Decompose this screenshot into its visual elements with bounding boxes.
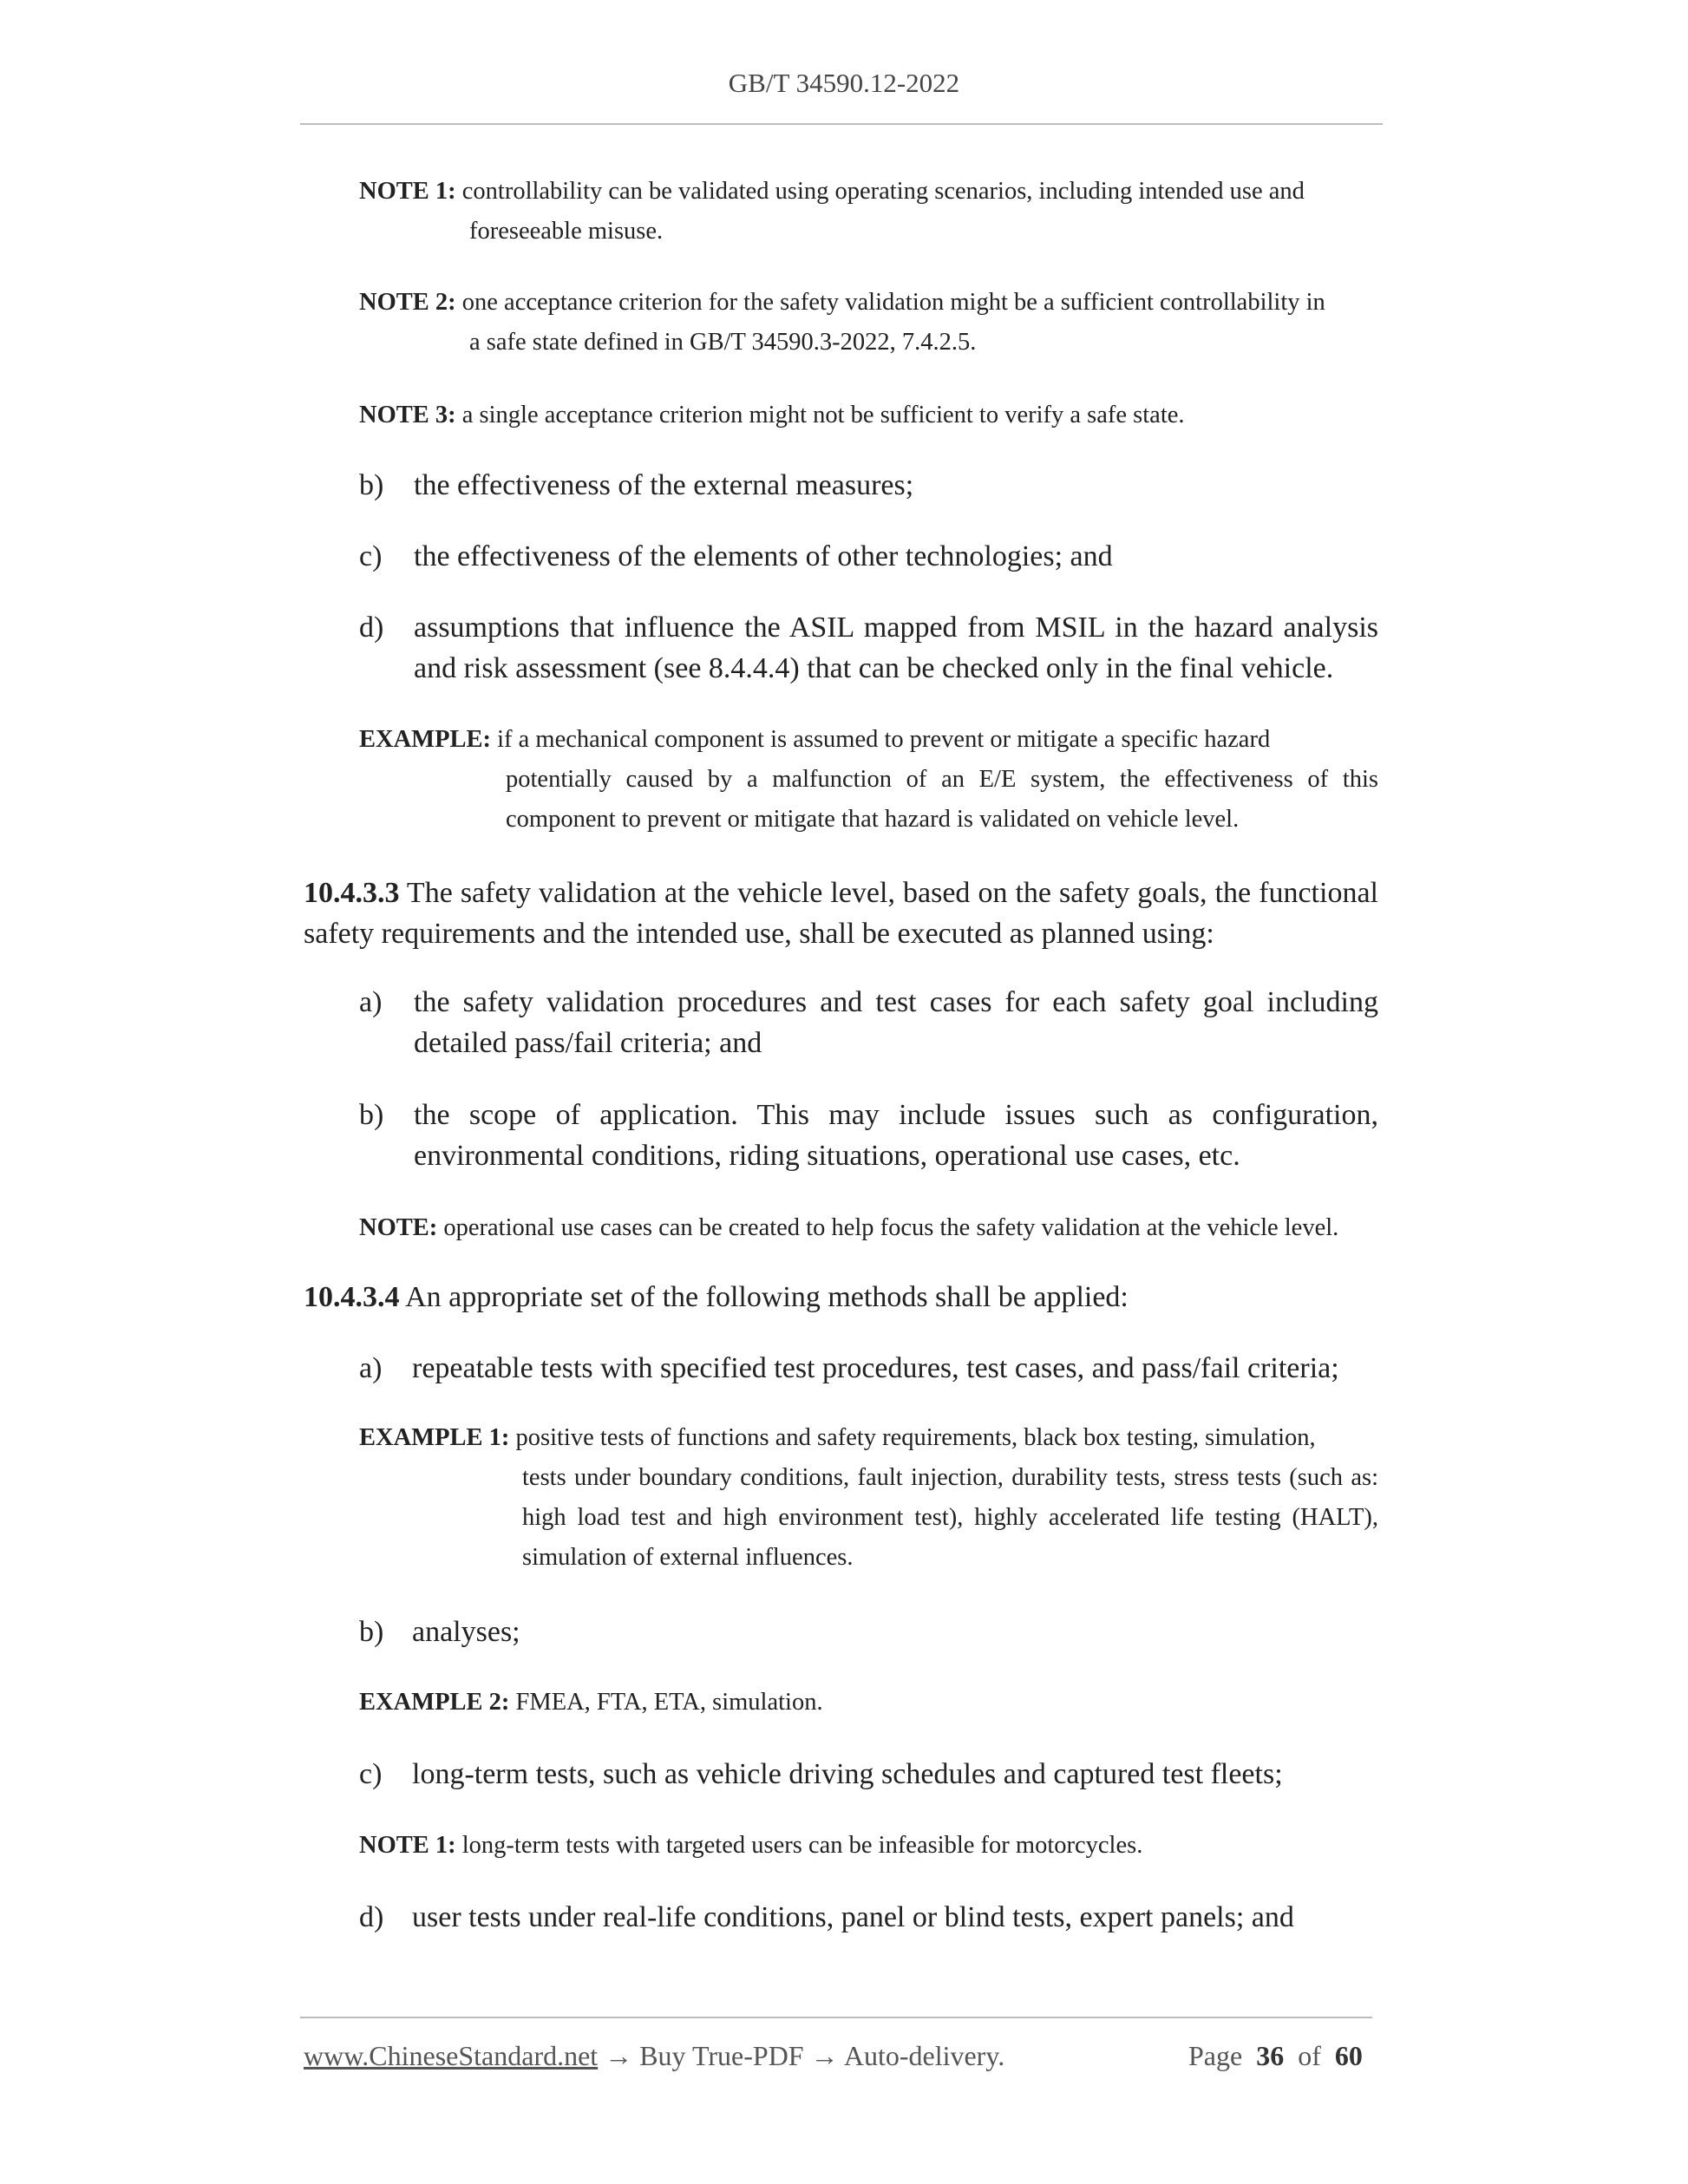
note-2-line1: one acceptance criterion for the safety validation might be a sufficient controllability in [461,289,1325,316]
note-1-line2: foreseeable misuse. [469,218,664,245]
note-1-motorcycles [359,1826,1378,1866]
footer-rule [300,2017,1372,2018]
clause-number: 10.4.3.3 [304,877,400,909]
example-2-label: EXAMPLE 2: [359,1689,510,1716]
note-2 [359,283,1378,363]
list-item-text: long-term tests, such as vehicle driving schedules and captured test fleets; [412,1758,1283,1790]
note-1-label: NOTE 1: [359,178,456,205]
note-text: long-term tests with targeted users can be infeasible for motorcycles. [461,1832,1143,1859]
of-word: of [1298,2040,1321,2071]
list-marker: c) [359,1758,383,1790]
page-number [1188,2036,1363,2076]
note-text: operational use cases can be created to help focus the safety validation at the vehicle level. [443,1214,1339,1241]
list-item-d-assumptions [359,607,1378,689]
list-marker: d) [359,611,384,644]
list-marker: b) [359,1616,384,1648]
clause-number: 10.4.3.4 [304,1281,400,1313]
arrow-right-icon: → [810,2040,839,2071]
list-item-text: the effectiveness of the elements of other technologies; and [414,540,1113,572]
list-marker: b) [359,469,384,501]
clause-10-4-3-4 [304,1277,1378,1318]
example-1-positive-tests [359,1418,1378,1578]
list-marker: c) [359,540,383,572]
note-3-label: NOTE 3: [359,402,456,428]
note-3 [359,396,1378,435]
list-item-text: the safety validation procedures and test cases for each safety goal including detailed pass/fail criteria; and [414,986,1378,1059]
list-marker: d) [359,1901,384,1933]
list-item-text-line1: the scope of application. This may include issues such as configuration, [414,1099,1378,1131]
list-item-c-other-technologies [359,536,1378,577]
note-label: NOTE 1: [359,1832,456,1859]
page-word: Page [1188,2040,1243,2071]
list-item-d-user-tests [359,1897,1378,1938]
clause-text: The safety validation at the vehicle level, based on the safety goals, the functional safety requirements and the intended use, shall be executed as planned using: [304,877,1378,950]
total-pages: 60 [1334,2040,1363,2071]
example-2-text: FMEA, FTA, ETA, simulation. [515,1689,823,1716]
note-1 [359,172,1378,252]
list-item-a-validation-procedures [359,982,1378,1063]
list-item-c-long-term-tests [359,1754,1378,1795]
note-label: NOTE: [359,1214,438,1241]
arrow-right-icon: → [605,2040,633,2071]
current-page: 36 [1256,2040,1285,2071]
example-1-continuation: tests under boundary conditions, fault injection, durability tests, stress tests (such as: high load test and high environment test), highly accelerated life testing (HALT), simulation of external influences. [522,1464,1378,1571]
list-item-text: user tests under real-life conditions, panel or blind tests, expert panels; and [412,1901,1294,1933]
example-continuation: potentially caused by a malfunction of an E/E system, the effectiveness of this component to prevent or mitigate that hazard is validated on vehicle level. [506,766,1378,833]
list-marker: a) [359,986,383,1018]
list-item-text-line2: environmental conditions, riding situations, operational use cases, etc. [414,1140,1240,1172]
example-label: EXAMPLE: [359,726,491,753]
example-mechanical-component [359,720,1378,840]
example-2-methods [359,1683,1378,1723]
note-1-line1: controllability can be validated using operating scenarios, including intended use and [461,178,1305,205]
example-1-label: EXAMPLE 1: [359,1424,510,1451]
note-3-text: a single acceptance criterion might not be sufficient to verify a safe state. [461,402,1185,428]
note-operational-use-cases [359,1208,1378,1248]
running-header-title: GB/T 34590.12-2022 [728,68,960,98]
footer-delivery-text: Auto-delivery. [843,2040,1005,2071]
list-item-b-scope-of-application [359,1095,1378,1176]
clause-text: An appropriate set of the following methods shall be applied: [405,1281,1129,1313]
example-1-line1: positive tests of functions and safety requirements, black box testing, simulation, [515,1424,1316,1451]
list-item-text: the effectiveness of the external measures; [414,469,914,501]
example-line1: if a mechanical component is assumed to prevent or mitigate a specific hazard [497,726,1271,753]
footer-promo [304,2036,1004,2076]
list-item-text: repeatable tests with specified test procedures, test cases, and pass/fail criteria; [412,1352,1339,1384]
list-item-text: assumptions that influence the ASIL mapped from MSIL in the hazard analysis and risk assessment (see 8.4.4.4) that can be checked only in the final vehicle. [414,611,1378,684]
note-2-label: NOTE 2: [359,289,456,316]
footer-buy-text: Buy True-PDF [639,2040,804,2071]
header-rule [300,123,1383,125]
list-marker: a) [359,1352,383,1384]
list-marker: b) [359,1099,384,1131]
list-item-a-repeatable-tests [359,1348,1378,1389]
footer-website-link[interactable]: www.ChineseStandard.net [304,2040,599,2071]
clause-10-4-3-3 [304,873,1378,954]
list-item-b-external-measures [359,465,1378,506]
list-item-b-analyses [359,1612,1378,1652]
note-2-line2: a safe state defined in GB/T 34590.3-2022, 7.4.2.5. [469,329,977,356]
list-item-text: analyses; [412,1616,520,1648]
